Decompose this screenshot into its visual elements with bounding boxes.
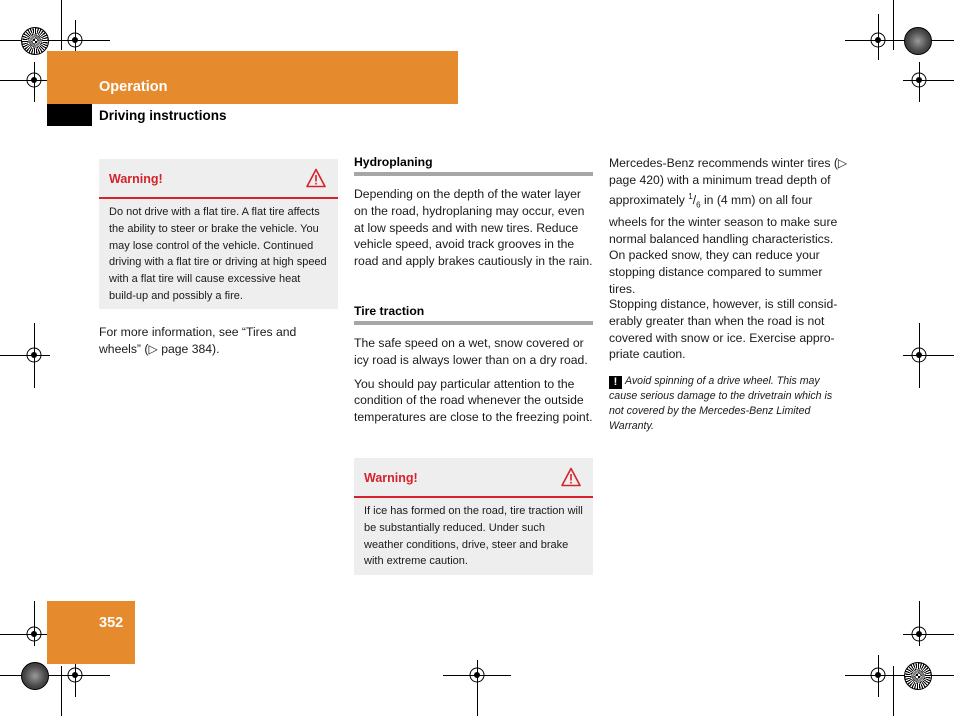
registration-mark-icon bbox=[24, 624, 44, 644]
registration-mark-icon bbox=[24, 345, 44, 365]
page-number-box bbox=[47, 601, 135, 664]
crop-line bbox=[893, 0, 894, 50]
registration-mark-icon bbox=[868, 30, 888, 50]
stopping-distance-paragraph: Stopping distance, however, is still consid-erably greater than when the road is not covered with snow or ice. Exercise appro-priate caution. bbox=[609, 297, 838, 362]
crop-line bbox=[61, 666, 62, 716]
registration-mark-icon bbox=[904, 662, 932, 690]
section-title: Operation bbox=[99, 79, 168, 95]
fraction-slash: / bbox=[692, 192, 697, 207]
registration-mark-icon bbox=[909, 70, 929, 90]
registration-mark-icon bbox=[65, 30, 85, 50]
crop-line bbox=[0, 40, 110, 41]
fraction-denominator: 6 bbox=[696, 200, 701, 210]
crop-line bbox=[845, 40, 954, 41]
hydroplaning-heading: Hydroplaning bbox=[354, 155, 433, 169]
warning-body: Do not drive with a flat tire. A flat tire affects the ability to steer or brake the vehicle. You may lose control of the vehicle. Continued driving with a flat tire or driving at high speed with a flat tire will cause excessive heat build-up and possibly a fire. bbox=[109, 206, 327, 302]
warning-title: Warning! bbox=[109, 172, 163, 186]
subsection-title: Driving instructions bbox=[99, 108, 227, 123]
registration-mark-icon bbox=[909, 345, 929, 365]
heading-rule bbox=[354, 321, 593, 325]
registration-mark-icon bbox=[909, 624, 929, 644]
header-bar bbox=[47, 51, 458, 104]
tire-traction-heading: Tire traction bbox=[354, 304, 425, 318]
page-number: 352 bbox=[99, 615, 124, 631]
warning-header bbox=[354, 458, 593, 498]
hydroplaning-section bbox=[354, 155, 593, 270]
heading-rule bbox=[354, 172, 593, 176]
crop-line bbox=[0, 675, 110, 676]
registration-mark-icon bbox=[904, 27, 932, 55]
winter-tires-text-a: Mercedes-Benz recommends winter tires (▷ page 420) with a minimum tread depth of approximately bbox=[609, 156, 848, 207]
warning-body: If ice has formed on the road, tire traction will be substantially reduced. Under such weather conditions, drive, steer and brake with extreme caution. bbox=[364, 505, 583, 568]
registration-mark-icon bbox=[21, 662, 49, 690]
crop-line bbox=[845, 675, 954, 676]
tire-traction-section bbox=[354, 304, 593, 426]
warning-triangle-icon bbox=[306, 168, 326, 188]
warning-title: Warning! bbox=[364, 471, 418, 485]
more-info-text: For more information, see “Tires and wheels” (▷ page 384). bbox=[99, 325, 297, 356]
warning-box-flat-tire bbox=[99, 159, 338, 309]
warning-box-ice bbox=[354, 458, 593, 575]
hydroplaning-text: Depending on the depth of the water layer on the road, hydroplaning may occur, even at low speeds and with new tires. Reduce vehicle speed, avoid track grooves in the road and apply brakes cautiously in the rain. bbox=[354, 187, 593, 269]
warning-header bbox=[99, 159, 338, 199]
registration-mark-icon bbox=[868, 665, 888, 685]
winter-tires-text-b: in (4 mm) on all four wheels for the winter season to make sure normal balanced handling characteristics. On packed snow, they can reduce your stopping distance compared to summer tires. bbox=[609, 192, 838, 297]
registration-mark-icon bbox=[65, 665, 85, 685]
exclamation-icon: ! bbox=[609, 376, 622, 389]
tire-traction-text-1: The safe speed on a wet, snow covered or icy road is always lower than on a dry road. bbox=[354, 336, 588, 367]
header-tab bbox=[47, 104, 92, 126]
registration-mark-icon bbox=[467, 665, 487, 685]
fraction-numerator: 1 bbox=[688, 191, 693, 201]
winter-tires-paragraph bbox=[609, 155, 849, 298]
registration-mark-icon bbox=[24, 70, 44, 90]
warning-triangle-icon bbox=[561, 467, 581, 487]
registration-mark-icon bbox=[21, 27, 49, 55]
crop-line bbox=[893, 666, 894, 716]
notice-paragraph bbox=[609, 374, 849, 433]
crop-line bbox=[61, 0, 62, 50]
tire-traction-text-2: You should pay particular attention to the condition of the road whenever the outside temperatures are close to the freezing point. bbox=[354, 376, 593, 425]
notice-text: Avoid spinning of a drive wheel. This may cause serious damage to the drivetrain which is not covered by the Mercedes-Benz Limited Warranty. bbox=[609, 375, 833, 432]
